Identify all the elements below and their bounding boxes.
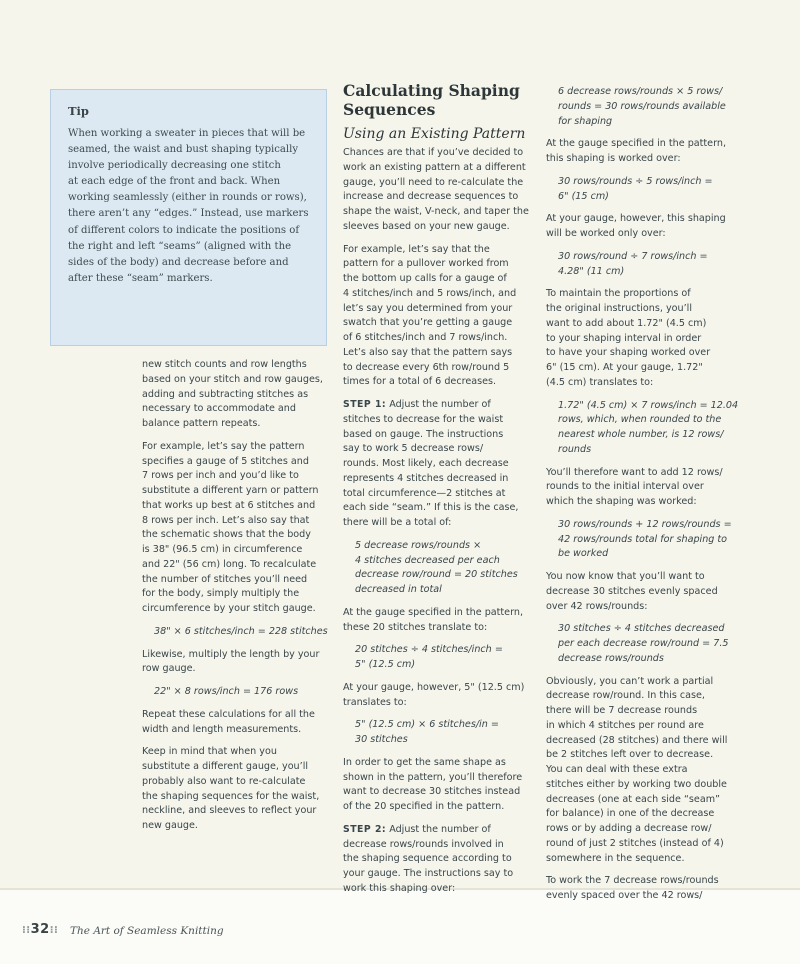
text-line: 7 rows per inch and you’d like to [142,470,299,482]
text-line: these 20 stitches translate to: [343,621,488,633]
ornament-icon: ⁝⁝ [49,925,59,936]
text-line: translates to: [343,696,407,708]
text-line: Repeat these calculations for all the [142,708,315,720]
text-line: decrease row/round. In this case, [546,690,705,702]
text-line: For example, let’s say that the [343,243,490,255]
text-line [343,823,539,838]
text-line: Keep in mind that when you [142,746,277,758]
column-right [546,85,746,912]
text-line: involve periodically decreasing one stitch [68,160,281,172]
paragraph [343,681,539,711]
page-number [22,922,58,937]
text-line: decrease row/round = 20 stitches [355,569,518,581]
text-line: for balance) in one of the decrease [546,808,715,820]
text-line: the schematic shows that the body [142,529,311,541]
paragraph [142,358,342,432]
text-line: At the gauge specified in the pattern, [343,606,523,618]
text-line: new stitch counts and row lengths [142,359,307,370]
column-middle [343,81,539,905]
text-line: shape the waist, V-neck, and taper the [343,206,529,217]
text-line: round of just 2 stitches (instead of 4) [546,837,724,849]
text-line: 6 decrease rows/rounds × 5 rows/ [558,86,723,97]
text-line: rows, which, when rounded to the [558,414,722,426]
paragraph [142,708,342,738]
text-line: the original instructions, you’ll [546,303,692,314]
text-line: new gauge. [142,820,198,831]
text-line: probably also want to re-calculate [142,775,306,787]
text-line: at each edge of the front and back. When [68,176,281,188]
text-line: shown in the pattern, you’ll therefore [343,771,523,783]
text-span: Adjust the number of [386,399,491,410]
paragraph [343,823,539,897]
text-line: sleeves based on your new gauge. [343,220,510,232]
text-line: 42 rows/rounds total for shaping to [558,533,728,545]
text-line: You’ll therefore want to add 12 rows/ [546,466,723,478]
text-line: and 22" (56 cm) long. To recalculate [142,558,317,570]
paragraph [343,756,539,815]
text-line: To work the 7 decrease rows/rounds [546,875,719,887]
text-line: increase and decrease sequences to [343,191,519,203]
tip-title: Tip [68,104,89,118]
paragraph [546,287,746,390]
text-line: stitches to decrease for the waist [343,413,504,425]
text-line: 30 stitches [355,734,408,745]
text-line: times for a total of 6 decreases. [343,376,497,388]
text-line: total circumference—2 stitches at [343,487,506,499]
text-line [343,398,539,413]
paragraph [142,440,342,617]
text-line: nearest whole number, is 12 rows/ [558,429,724,440]
text-line: which the shaping was worked: [546,496,697,507]
text-line: You now know that you’ll want to [546,571,705,582]
text-line: circumference by your stitch gauge. [142,603,316,614]
paragraph [546,466,746,510]
heading-line: Calculating Shaping [343,81,520,100]
book-title: The Art of Seamless Knitting [70,925,224,937]
text-line: Obviously, you can’t work a partial [546,675,714,687]
text-line: To maintain the proportions of [546,288,691,300]
text-line: sides of the body) and decrease before and [68,256,289,268]
paragraph [343,243,539,391]
text-line: seamed, the waist and bust shaping typically [68,144,299,156]
text-line: 4.28" (11 cm) [558,265,625,277]
text-line: necessary to accommodate and [142,403,296,415]
paragraph [546,874,746,904]
text-line: adding and subtracting stitches as [142,388,309,400]
tip-text [68,126,316,287]
text-line: be worked [558,548,609,560]
text-line: rows or by adding a decrease row/ [546,823,712,834]
text-line: 38" × 6 stitches/inch = 228 stitches [154,625,328,637]
calculation [558,622,746,666]
text-line: gauge, you’ll need to re-calculate the [343,176,524,188]
paragraph [142,648,342,678]
text-line: after these “seam” markers. [68,272,213,284]
column-left [142,358,342,842]
calculation [154,625,342,640]
text-line: rounds [558,443,592,455]
text-line: of the 20 specified in the pattern. [343,801,505,812]
text-line: 8 rows per inch. Let’s also say that [142,514,310,526]
text-line: over 42 rows/rounds: [546,600,648,612]
text-line: rounds. Most likely, each decrease [343,458,509,469]
text-line: the bottom up calls for a gauge of [343,273,507,284]
text-line: 5" (12.5 cm) [355,659,416,670]
text-line: evenly spaced over the 42 rows/ [546,890,703,901]
text-line: the shaping sequences for the waist, [142,790,320,802]
text-line: decreases (one at each side “seam” [546,793,721,805]
text-line: swatch that you’re getting a gauge [343,317,513,329]
text-line: Chances are that if you’ve decided to [343,147,524,158]
text-line: the number of stitches you’ll need [142,573,308,585]
calculation [558,399,746,458]
text-line: 22" × 8 rows/inch = 176 rows [154,686,299,697]
text-line: decreased (28 stitches) and there will [546,734,728,746]
text-line: 30 stitches ÷ 4 stitches decreased [558,623,725,635]
paragraph [343,146,539,235]
text-line: substitute a different yarn or pattern [142,485,319,496]
text-line: say to work 5 decrease rows/ [343,443,484,455]
text-line: 5" (12.5 cm) × 6 stitches/in = [355,719,499,731]
text-line: (4.5 cm) translates to: [546,376,654,388]
text-line: of different colors to indicate the positions of [68,224,300,236]
text-line: Let’s also say that the pattern says [343,346,513,358]
text-line: be 2 stitches left over to decrease. [546,749,714,761]
text-line: in which 4 stitches per round are [546,719,704,731]
calculation [355,718,539,748]
paragraph [546,137,746,167]
text-line: based on your stitch and row gauges, [142,373,323,385]
text-line: balance pattern repeats. [142,418,261,429]
text-line: decrease rows/rounds involved in [343,838,504,850]
calculation [558,518,746,562]
text-line: decrease rows/rounds [558,652,664,664]
text-line: the shaping sequence according to [343,853,512,865]
text-line: width and length measurements. [142,723,302,735]
text-line: At your gauge, however, this shaping [546,213,726,225]
text-line: for shaping [558,115,613,127]
paragraph [546,675,746,867]
text-line: there aren’t any “edges.” Instead, use markers [68,208,309,220]
text-line: that works up best at 6 stitches and [142,499,316,511]
text-line: for the body, simply multiply the [142,588,300,600]
text-line: based on gauge. The instructions [343,428,504,440]
text-line: to decrease every 6th row/round 5 [343,361,510,373]
text-line: to have your shaping worked over [546,347,711,359]
step-label: STEP 1: [343,399,387,410]
calculation [558,250,746,280]
text-line: 30 rows/rounds ÷ 5 rows/inch = [558,175,713,187]
heading-line: Sequences [343,100,436,119]
text-line: Likewise, multiply the length by your [142,648,320,660]
text-line: 5 decrease rows/rounds × [355,539,482,551]
text-line: this shaping is worked over: [546,153,681,164]
text-line: decreased in total [355,584,442,595]
text-line: want to decrease 30 stitches instead [343,786,521,798]
step-label: STEP 2: [343,823,387,835]
paragraph [343,398,539,531]
text-line: 30 rows/rounds + 12 rows/rounds = [558,518,732,530]
text-line: is 38" (96.5 cm) in circumference [142,544,303,555]
text-line: 4 stitches/inch and 5 rows/inch, and [343,287,517,299]
text-line: You can deal with these extra [546,764,688,775]
calculation [154,685,342,700]
section-heading [343,81,539,119]
text-line: your gauge. The instructions say to [343,868,514,879]
text-line: rounds to the initial interval over [546,481,704,493]
text-line: will be worked only over: [546,228,666,239]
text-line: substitute a different gauge, you’ll [142,761,309,772]
text-line: of 6 stitches/inch and 7 rows/inch. [343,332,508,343]
calculation [355,643,539,673]
text-line: represents 4 stitches decreased in [343,472,509,484]
text-line: 6" (15 cm) [558,190,609,202]
text-line: pattern for a pullover worked from [343,258,509,270]
text-line: per each decrease row/round = 7.5 [558,638,729,649]
text-span: Adjust the number of [386,823,491,835]
calculation [558,175,746,205]
text-line: decrease 30 stitches evenly spaced [546,585,718,597]
text-line: want to add about 1.72" (4.5 cm) [546,317,707,329]
text-line: specifies a gauge of 5 stitches and [142,455,309,467]
paragraph [546,570,746,614]
text-line: 20 stitches ÷ 4 stitches/inch = [355,644,503,656]
text-line: At your gauge, however, 5" (12.5 cm) [343,681,525,693]
paragraph [343,606,539,636]
tip-box [50,89,327,346]
text-line: there will be a total of: [343,517,452,528]
text-line: neckline, and sleeves to reflect your [142,805,317,817]
text-line: the right and left “seams” (aligned with the [68,240,292,252]
text-line: 30 rows/round ÷ 7 rows/inch = [558,250,708,262]
text-line: let’s say you determined from your [343,302,513,314]
page-number-text: 32 [30,922,50,937]
section-subheading: Using an Existing Pattern [343,126,526,142]
calculation [558,85,746,129]
text-line: rounds = 30 rows/rounds available [558,100,726,112]
text-line: each side “seam.” If this is the case, [343,502,519,514]
text-line: work this shaping over: [343,882,456,894]
text-line: When working a sweater in pieces that will be [68,128,306,139]
text-line: In order to get the same shape as [343,756,506,768]
text-line: 4 stitches decreased per each [355,554,500,566]
text-line: work an existing pattern at a different [343,161,526,173]
text-line: 1.72" (4.5 cm) × 7 rows/inch = 12.04 [558,399,739,411]
text-line: 6" (15 cm). At your gauge, 1.72" [546,362,703,373]
calculation [355,539,539,598]
text-line: For example, let’s say the pattern [142,440,305,452]
ornament-icon: ⁝⁝ [22,925,31,936]
text-line: working seamlessly (either in rounds or rows), [68,192,307,204]
text-line: stitches either by working two double [546,778,727,790]
text-line: somewhere in the sequence. [546,852,685,864]
paragraph [546,212,746,242]
text-line: there will be 7 decrease rounds [546,705,698,716]
text-line: row gauge. [142,663,196,675]
text-line: At the gauge specified in the pattern, [546,138,726,150]
paragraph [142,745,342,834]
text-line: to your shaping interval in order [546,332,702,344]
